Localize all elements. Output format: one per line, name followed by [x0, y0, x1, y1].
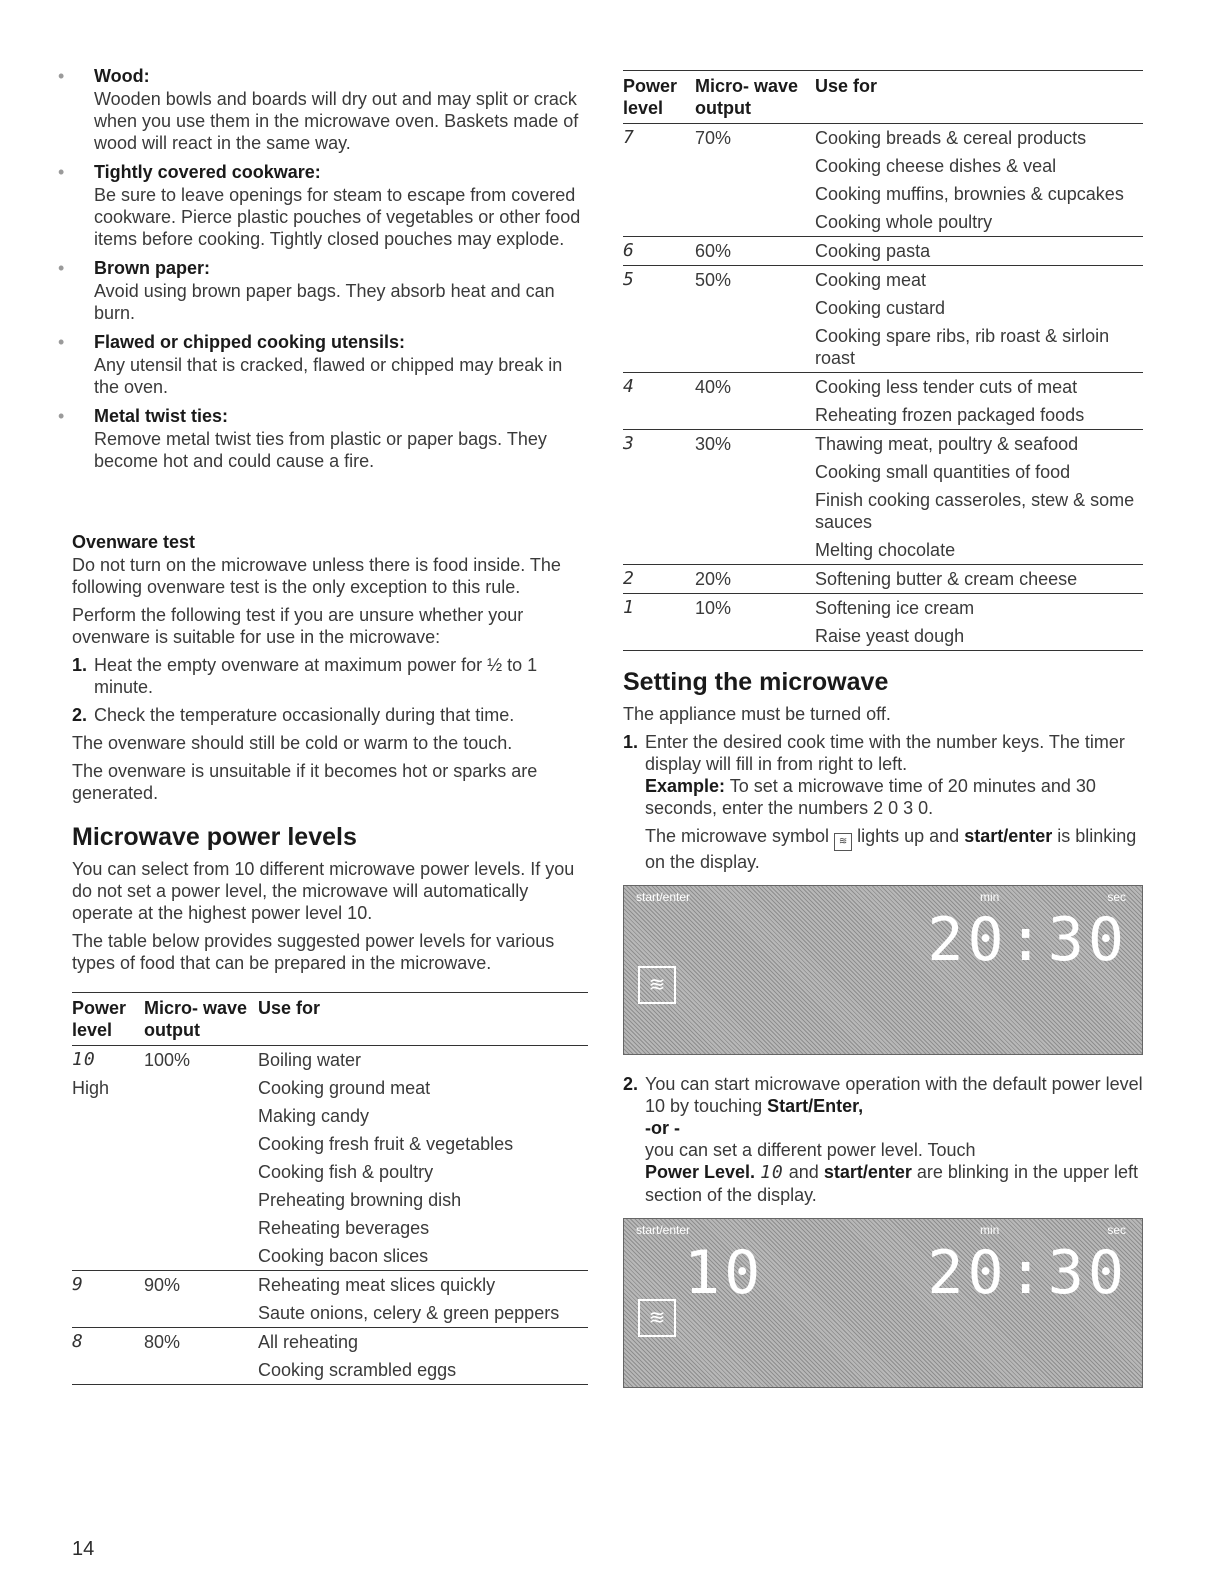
bullet-text: Be sure to leave openings for steam to escape from covered cookware. Pierce plastic pouches of vegetables or other food items before cooking. Tightly closed pouches may explode. — [94, 185, 581, 249]
power-table-right — [623, 70, 1143, 651]
bullet-item — [72, 160, 588, 250]
table-row — [623, 536, 1143, 565]
bullet-title: • Metal twist ties: — [72, 404, 588, 428]
use-cell: Cooking scrambled eggs — [258, 1356, 588, 1385]
use-cell: Softening butter & cream cheese — [815, 565, 1143, 594]
table-row — [72, 1074, 588, 1102]
table-row — [623, 180, 1143, 208]
setting-steps — [623, 731, 1143, 873]
power-level-cell: 9 — [72, 1274, 84, 1295]
bullet-text: Wooden bowls and boards will dry out and may split or crack when you use them in the microwave oven. Baskets made of wood will react in the same way. — [94, 89, 579, 153]
bullet-item — [72, 256, 588, 324]
use-cell: Saute onions, celery & green peppers — [258, 1299, 588, 1328]
bullet-item — [72, 330, 588, 398]
power-level-cell: 8 — [72, 1331, 84, 1352]
table-row — [623, 565, 1143, 594]
use-cell: Cooking muffins, brownies & cupcakes — [815, 184, 1124, 204]
table-row — [623, 373, 1143, 402]
power-level-cell: 1 — [623, 597, 635, 618]
setting-step-1: 1. Enter the desired cook time with the number keys. The timer display will fill in from right to left. Example: To set a microwave time of 20 minutes and 30 seconds, enter the numbers 2 0 3 0. The microwave symbol ≋ lights up and start/enter is blinking on the display. — [623, 732, 1137, 872]
bullet-text: Remove metal twist ties from plastic or paper bags. They become hot and could cause a fire. — [94, 429, 547, 471]
use-cell: Raise yeast dough — [815, 622, 1143, 651]
use-cell: Cooking pasta — [815, 237, 1143, 266]
output-cell: 10% — [695, 598, 732, 618]
display2-time-digits: 20:30 — [927, 1238, 1128, 1308]
use-cell: Reheating meat slices quickly — [258, 1275, 496, 1295]
use-cell: Cooking cheese dishes & veal — [815, 156, 1057, 176]
display-level-time — [623, 1218, 1143, 1388]
ovenware-step-2: 2. Check the temperature occasionally during that time. — [72, 705, 515, 725]
bullet-title: • Wood: — [72, 64, 588, 88]
page-number: 14 — [72, 1538, 95, 1560]
ovenware-step-1: 1. Heat the empty ovenware at maximum power for ½ to 1 minute. — [72, 655, 538, 697]
ovenware-p2: Perform the following test if you are unsure whether your ovenware is suitable for use in the microwave: — [72, 605, 524, 647]
use-cell: Cooking less tender cuts of meat — [815, 377, 1078, 397]
power-level-cell: 3 — [623, 433, 635, 454]
ovenware-p3: The ovenware should still be cold or warm to the touch. — [72, 733, 513, 753]
display2-min-label: min — [980, 1223, 1000, 1237]
bullet-title: • Flawed or chipped cooking utensils: — [72, 330, 588, 354]
microwave-icon-2: ≋ — [638, 1299, 676, 1337]
display-sec-label: sec — [1107, 890, 1126, 904]
table-header-level: Power level — [623, 76, 678, 118]
table-header-use: Use for — [258, 998, 321, 1018]
power-level-cell: 2 — [623, 565, 695, 594]
table-row — [72, 1130, 588, 1158]
bullet-text: Any utensil that is cracked, flawed or chipped may break in the oven. — [94, 355, 563, 397]
output-cell: 70% — [695, 128, 732, 148]
table-row — [72, 1271, 588, 1300]
use-cell: Cooking fish & poultry — [258, 1162, 434, 1182]
ovenware-p1: Do not turn on the microwave unless there is food inside. The following ovenware test is the only exception to this rule. — [72, 555, 561, 597]
use-cell: Melting chocolate — [815, 536, 1143, 565]
table-row — [623, 486, 1143, 536]
use-cell: Cooking ground meat — [258, 1078, 431, 1098]
power-level-cell: 10 — [72, 1049, 96, 1070]
setting-intro: The appliance must be turned off. — [623, 704, 891, 724]
table-row — [623, 401, 1143, 430]
bullet-title: • Tightly covered cookware: — [72, 160, 588, 184]
output-cell: 50% — [695, 270, 732, 290]
table-row — [623, 622, 1143, 651]
power-levels-title: Microwave power levels — [72, 823, 357, 851]
microwave-icon: ≋ — [638, 966, 676, 1004]
power-level-cell: 6 — [623, 237, 695, 266]
display2-start-label: start/enter — [636, 1223, 691, 1237]
power-level-cell: 4 — [623, 376, 635, 397]
display2-sec-label: sec — [1107, 1223, 1126, 1237]
table-row — [623, 322, 1143, 373]
table-row — [72, 1356, 588, 1385]
display-time — [623, 885, 1143, 1055]
display-start-label: start/enter — [636, 890, 691, 904]
setting-steps-2 — [623, 1073, 1143, 1206]
left-lower — [72, 530, 588, 1385]
table-row — [623, 152, 1143, 180]
table-header-row — [623, 71, 1143, 124]
use-cell: All reheating — [258, 1332, 359, 1352]
output-cell: 40% — [695, 377, 732, 397]
table-row — [72, 1158, 588, 1186]
power-level-cell: 7 — [623, 127, 635, 148]
table-row — [623, 266, 1143, 295]
power-p2: The table below provides suggested power levels for various types of food that can be prepared in the microwave. — [72, 931, 555, 973]
output-cell: 100% — [144, 1050, 191, 1070]
table-row — [623, 594, 1143, 623]
setting-step-2: 2. You can start microwave operation with the default power level 10 by touching Start/Enter, -or - you can set a different power level. Touch Power Level. 10 and start/enter are blinking in the upper left section of the display. — [623, 1074, 1143, 1205]
use-cell: Cooking meat — [815, 270, 927, 290]
table-header-row — [72, 993, 588, 1046]
display-time-digits: 20:30 — [927, 905, 1128, 975]
use-cell: Cooking fresh fruit & vegetables — [258, 1134, 514, 1154]
table-row — [623, 294, 1143, 322]
display-min-label: min — [980, 890, 1000, 904]
use-cell: Reheating beverages — [258, 1218, 430, 1238]
table-row — [72, 1186, 588, 1214]
table-row — [623, 208, 1143, 237]
table-row — [72, 1242, 588, 1271]
bullet-text: Avoid using brown paper bags. They absorb heat and can burn. — [94, 281, 555, 323]
bullet-title: • Brown paper: — [72, 256, 588, 280]
ovenware-title: Ovenware test — [72, 532, 196, 552]
microwave-symbol-icon: ≋ — [834, 833, 852, 851]
output-cell: 20% — [695, 565, 815, 594]
table-row — [623, 237, 1143, 266]
right-column — [623, 70, 1143, 1406]
power-level-extra-cell: High — [72, 1078, 110, 1098]
use-cell: Reheating frozen packaged foods — [815, 401, 1143, 430]
table-row — [72, 1299, 588, 1328]
table-row — [623, 458, 1143, 486]
table-row — [72, 1214, 588, 1242]
output-cell: 60% — [695, 237, 815, 266]
cookware-bullets — [72, 64, 588, 478]
use-cell: Cooking breads & cereal products — [815, 128, 1087, 148]
table-header-use: Use for — [815, 76, 878, 96]
table-row — [72, 1102, 588, 1130]
use-cell: Boiling water — [258, 1050, 362, 1070]
display2-level-digits: 10 — [684, 1238, 765, 1308]
table-header-output: Micro- wave output — [695, 76, 799, 118]
use-cell: Finish cooking casseroles, stew & some sauces — [815, 490, 1135, 532]
use-cell: Softening ice cream — [815, 598, 975, 618]
output-cell: 90% — [144, 1275, 181, 1295]
bullet-item — [72, 404, 588, 472]
setting-title: Setting the microwave — [623, 668, 889, 696]
use-cell: Preheating browning dish — [258, 1190, 462, 1210]
table-header-level: Power level — [72, 998, 127, 1040]
power-p1: You can select from 10 different microwave power levels. If you do not set a power level, the microwave will automatically operate at the highest power level 10. — [72, 859, 575, 923]
ovenware-steps — [72, 654, 588, 726]
power-table-left — [72, 992, 588, 1385]
table-row — [72, 1046, 588, 1075]
power-level-cell: 5 — [623, 269, 635, 290]
use-cell: Cooking bacon slices — [258, 1242, 588, 1271]
use-cell: Cooking custard — [815, 298, 946, 318]
use-cell: Cooking spare ribs, rib roast & sirloin roast — [815, 322, 1143, 373]
use-cell: Making candy — [258, 1106, 370, 1126]
bullet-item — [72, 64, 588, 154]
table-row — [623, 430, 1143, 459]
table-header-output: Micro- wave output — [144, 998, 248, 1040]
table-row — [72, 1328, 588, 1357]
output-cell: 80% — [144, 1332, 181, 1352]
table-row — [623, 124, 1143, 153]
ovenware-p4: The ovenware is unsuitable if it becomes hot or sparks are generated. — [72, 761, 538, 803]
output-cell: 30% — [695, 434, 732, 454]
use-cell: Cooking whole poultry — [815, 208, 1143, 237]
use-cell: Thawing meat, poultry & seafood — [815, 434, 1079, 454]
use-cell: Cooking small quantities of food — [815, 462, 1071, 482]
